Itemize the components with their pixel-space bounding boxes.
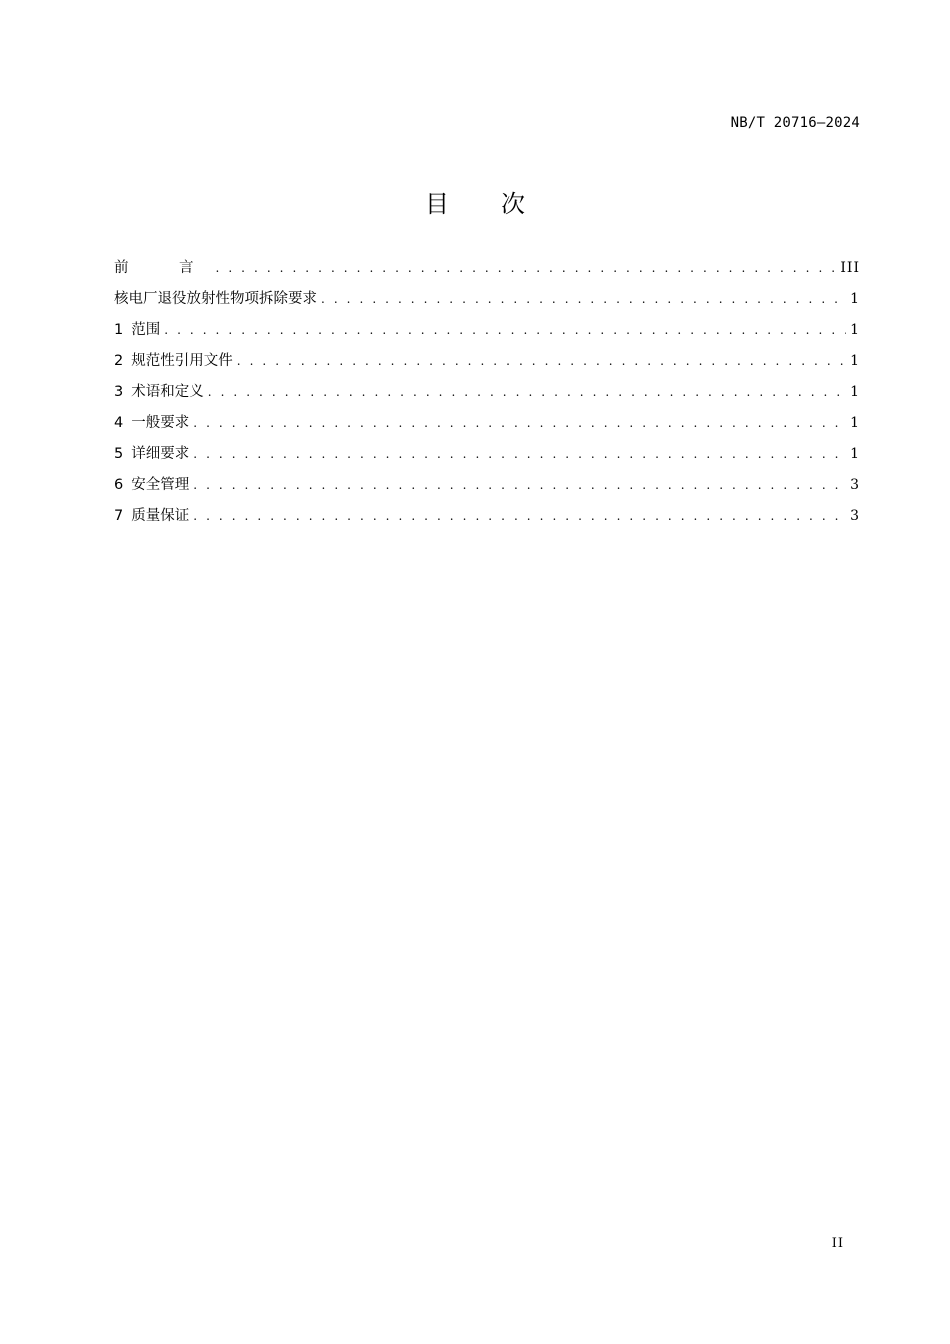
title-part-1: 目 xyxy=(425,190,449,218)
toc-leader-dots xyxy=(193,447,846,461)
toc-entry-scope[interactable] xyxy=(114,318,860,349)
toc-entry-number: 2 xyxy=(114,353,124,369)
toc-leader-dots xyxy=(193,509,846,523)
toc-entry-page: 3 xyxy=(850,508,860,524)
toc-entry-number: 3 xyxy=(114,384,124,400)
toc-leader-dots xyxy=(193,478,846,492)
toc-entry-page: 3 xyxy=(850,477,860,493)
toc-entry-page: 1 xyxy=(850,291,860,307)
table-of-contents xyxy=(114,256,860,535)
toc-entry-number: 1 xyxy=(114,322,124,338)
toc-entry-page: III xyxy=(840,260,860,276)
toc-leader-dots xyxy=(321,292,846,306)
toc-entry-label: 一般要求 xyxy=(131,415,190,431)
toc-entry-label: 质量保证 xyxy=(131,508,190,524)
toc-entry-number: 5 xyxy=(114,446,124,462)
toc-entry-general-requirements[interactable] xyxy=(114,411,860,442)
toc-entry-page: 1 xyxy=(850,446,860,462)
toc-entry-label: 术语和定义 xyxy=(131,384,204,400)
page-title xyxy=(0,184,950,219)
toc-entry-quality-assurance[interactable] xyxy=(114,504,860,535)
toc-entry-foreword[interactable] xyxy=(114,256,860,287)
toc-entry-label: 规范性引用文件 xyxy=(131,353,233,369)
toc-entry-label: 安全管理 xyxy=(131,477,190,493)
toc-entry-label: 详细要求 xyxy=(131,446,190,462)
title-part-2: 次 xyxy=(501,190,525,218)
toc-entry-main-title[interactable] xyxy=(114,287,860,318)
toc-entry-safety-management[interactable] xyxy=(114,473,860,504)
page-number: II xyxy=(831,1236,844,1251)
toc-entry-label: 范围 xyxy=(131,322,161,338)
toc-entry-page: 1 xyxy=(850,353,860,369)
toc-entry-page: 1 xyxy=(850,384,860,400)
toc-entry-normative-references[interactable] xyxy=(114,349,860,380)
standard-code: NB/T 20716—2024 xyxy=(730,115,860,131)
toc-entry-number: 4 xyxy=(114,415,124,431)
toc-leader-dots xyxy=(237,354,846,368)
toc-entry-number: 6 xyxy=(114,477,124,493)
toc-entry-page: 1 xyxy=(850,415,860,431)
toc-entry-label: 核电厂退役放射性物项拆除要求 xyxy=(114,291,317,307)
toc-entry-label: 前 言 xyxy=(114,260,212,276)
toc-leader-dots xyxy=(216,261,837,275)
toc-leader-dots xyxy=(164,323,846,337)
toc-leader-dots xyxy=(193,416,846,430)
toc-entry-detailed-requirements[interactable] xyxy=(114,442,860,473)
toc-entry-page: 1 xyxy=(850,322,860,338)
toc-entry-number: 7 xyxy=(114,508,124,524)
toc-entry-terms-definitions[interactable] xyxy=(114,380,860,411)
toc-leader-dots xyxy=(208,385,846,399)
